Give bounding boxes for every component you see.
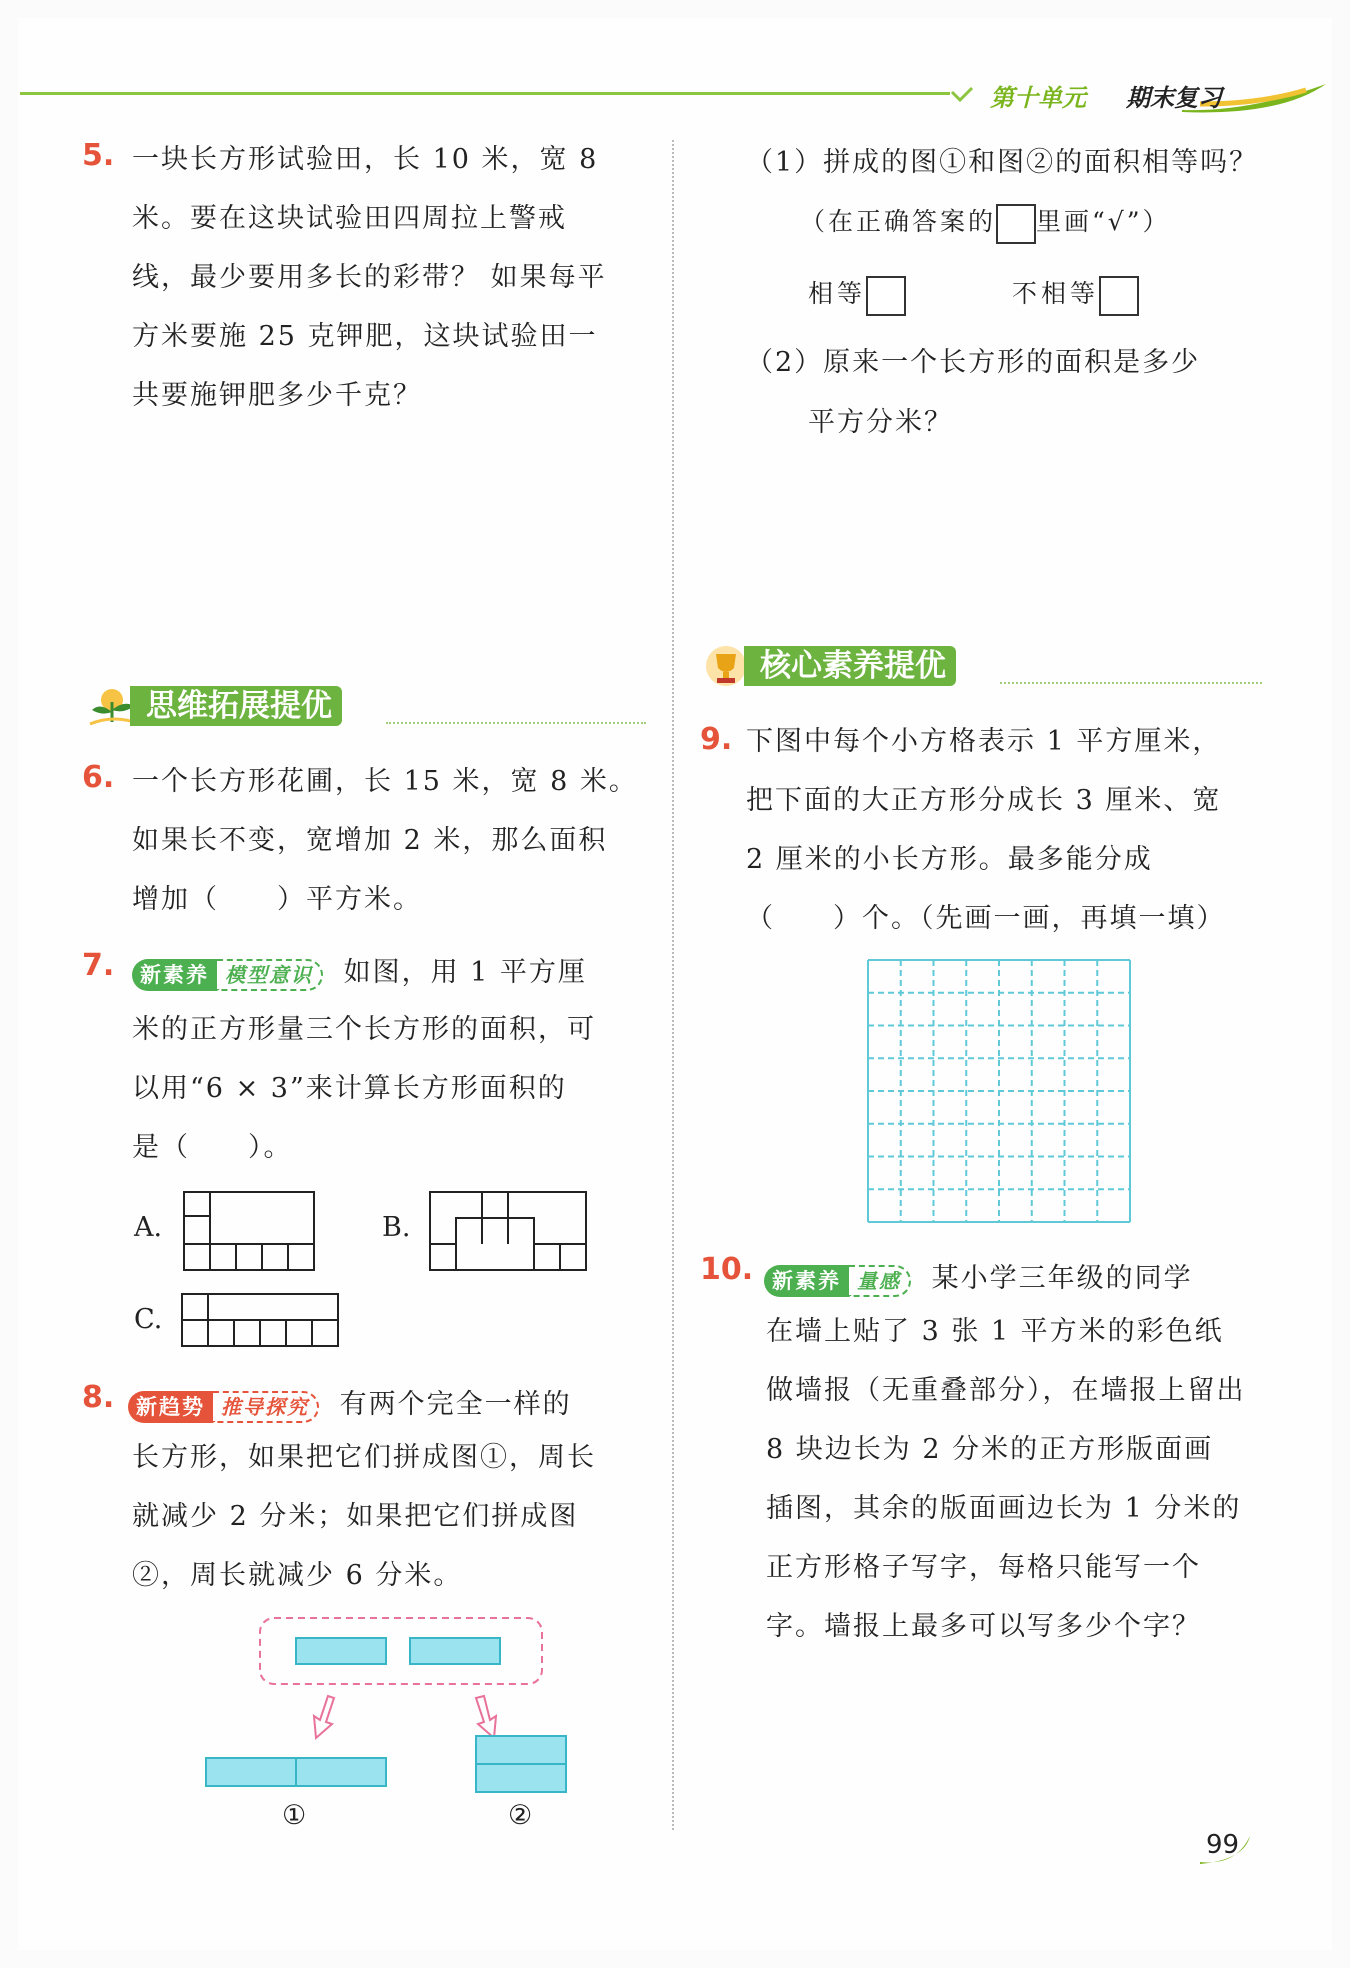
option-a-figure xyxy=(182,1190,318,1274)
text-line: 正方形格子写字，每格只能写一个 xyxy=(766,1552,1201,1583)
page-number: 99 xyxy=(1206,1830,1240,1860)
equal-checkbox[interactable] xyxy=(866,276,906,316)
figure-2-label: ② xyxy=(508,1800,533,1831)
section-dots xyxy=(386,722,646,724)
grid-square-figure xyxy=(866,958,1132,1224)
option-b-figure xyxy=(428,1190,590,1274)
question-number: 10. xyxy=(700,1252,754,1287)
text-line: ②，周长就减少 6 分米。 xyxy=(132,1560,463,1591)
text-line: 一块长方形试验田，长 10 米，宽 8 xyxy=(132,144,599,175)
text-line: 长方形，如果把它们拼成图①，周长 xyxy=(132,1442,596,1473)
question-7-first-line: 新素养 模型意识 如图，用 1 平方厘 xyxy=(132,950,587,990)
text-line: 把下面的大正方形分成长 3 厘米、宽 xyxy=(746,785,1222,816)
checkmark-icon xyxy=(950,86,974,104)
text-line: 米。要在这块试验田四周拉上警戒 xyxy=(132,203,567,234)
text-line: 是（ ）。 xyxy=(132,1132,293,1163)
question-8-first-line: 新趋势 推导探究 有两个完全一样的 xyxy=(128,1382,572,1422)
option-b-label: B. xyxy=(382,1212,411,1243)
question-8-figure xyxy=(200,1612,580,1822)
section-header-core xyxy=(700,644,1260,688)
option-a-label: A. xyxy=(134,1212,163,1243)
section-header-thinking xyxy=(86,684,646,728)
text-line: 增加（ ）平方米。 xyxy=(132,884,422,915)
option-c-figure xyxy=(180,1292,342,1348)
question-number: 9. xyxy=(700,722,733,757)
question-6-text xyxy=(132,752,642,929)
header-rule xyxy=(20,92,950,95)
text-line: 米的正方形量三个长方形的面积，可 xyxy=(132,1014,596,1045)
text-line: 线，最少要用多长的彩带？ 如果每平 xyxy=(132,262,607,293)
hint-box xyxy=(996,204,1036,244)
page-number-swoosh xyxy=(1196,1832,1256,1868)
question-number: 6. xyxy=(82,760,115,795)
text-line: 一个长方形花圃，长 15 米，宽 8 米。 xyxy=(132,766,638,797)
q8-part-1: （1）拼成的图①和图②的面积相等吗？ xyxy=(746,147,1259,178)
text-line: 8 块边长为 2 分米的正方形版面画 xyxy=(766,1434,1214,1465)
answer-not-equal: 不相等 xyxy=(1012,274,1139,316)
section-dots xyxy=(1000,682,1262,684)
text-line: 以用“6 × 3”来计算长方形面积的 xyxy=(132,1073,567,1104)
text-line: 字。墙报上最多可以写多少个字？ xyxy=(766,1611,1201,1642)
q8-part-2: （2）原来一个长方形的面积是多少 xyxy=(746,347,1201,378)
not-equal-checkbox[interactable] xyxy=(1099,276,1139,316)
question-7-text xyxy=(132,1000,642,1177)
text-line: 2 厘米的小长方形。最多能分成 xyxy=(746,844,1153,875)
section-title: 核心素养提优 xyxy=(744,646,956,686)
text-line: 插图，其余的版面画边长为 1 分米的 xyxy=(766,1493,1242,1524)
text-line: 如果长不变，宽增加 2 米，那么面积 xyxy=(132,825,608,856)
q8-hint: （在正确答案的 里画“√”） xyxy=(800,202,1171,244)
section-title: 思维拓展提优 xyxy=(130,686,342,726)
text-line: 在墙上贴了 3 张 1 平方米的彩色纸 xyxy=(766,1316,1224,1347)
option-c-label: C. xyxy=(134,1304,163,1335)
q8-part-2-cont: 平方分米？ xyxy=(808,407,953,438)
figure-1-label: ① xyxy=(282,1800,307,1831)
review-label: 期末复习 xyxy=(1126,84,1222,112)
text-line: 共要施钾肥多少千克？ xyxy=(132,380,422,411)
text-line: 方米要施 25 克钾肥，这块试验田一 xyxy=(132,321,598,352)
text-line: 做墙报（无重叠部分），在墙报上留出 xyxy=(766,1375,1246,1406)
tag-new-literacy: 新素养 模型意识 xyxy=(132,958,323,990)
tag-new-trend: 新趋势 推导探究 xyxy=(128,1390,319,1422)
tag-new-literacy: 新素养 量感 xyxy=(764,1264,911,1296)
question-number: 5. xyxy=(82,138,115,173)
question-10-first-line: 新素养 量感 某小学三年级的同学 xyxy=(764,1256,1193,1296)
column-divider xyxy=(672,140,674,1830)
text-line: 就减少 2 分米；如果把它们拼成图 xyxy=(132,1501,579,1532)
question-5-text xyxy=(132,130,638,425)
text-line: 下图中每个小方格表示 1 平方厘米， xyxy=(746,726,1222,757)
question-9-text xyxy=(746,712,1256,948)
question-number: 7. xyxy=(82,948,115,983)
question-10-text xyxy=(766,1302,1256,1656)
question-8-text xyxy=(132,1428,642,1605)
question-number: 8. xyxy=(82,1380,115,1415)
answer-equal: 相等 xyxy=(808,274,906,316)
unit-label: 第十单元 xyxy=(990,84,1086,112)
text-line: （ ）个。（先画一画，再填一填） xyxy=(746,903,1226,934)
